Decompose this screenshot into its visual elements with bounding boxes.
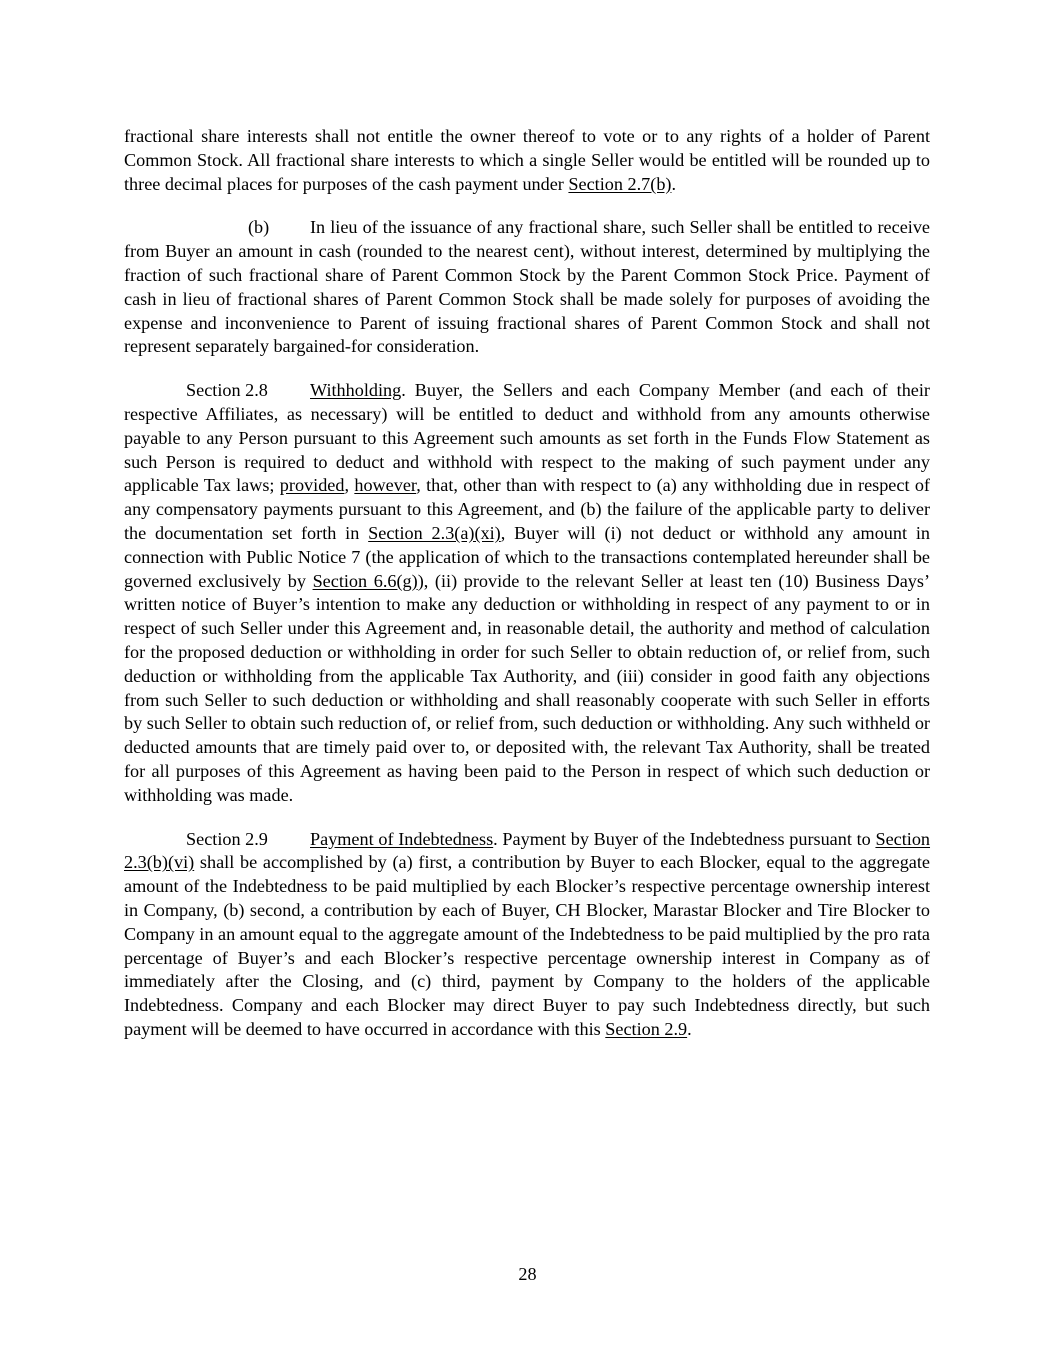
text-run: . Payment by Buyer of the Indebtedness pursuant to	[493, 828, 876, 849]
cross-reference-section-6-6-g: Section 6.6(g)	[312, 570, 418, 591]
paragraph-b-cash-in-lieu	[124, 216, 930, 359]
paragraph-label-b: (b)	[248, 217, 270, 238]
text-run: shall be accomplished by (a) first, a contribution by Buyer to each Blocker, equal to the aggregate amount of the Indebtedness to be paid multiplied by each Blocker’s respective percentage ownership interest in Company, (b) second, a contribution by each of Buyer, CH Blocker, Marastar Blocker and Tire Blocker to Company in an amount equal to the aggregate amount of the Indebtedness to be paid multiplied by the pro rata percentage of Buyer’s and each Blocker’s respective percentage ownership interest in Company as of immediately after the Closing, and (c) third, payment by Company to the holders of the applicable Indebtedness. Company and each Blocker may direct Buyer to pay such Indebtedness directly, but such payment will be deemed to have occurred in accordance with this	[124, 852, 930, 1039]
paragraph-section-2-9-payment-of-indebtedness	[124, 828, 930, 1042]
section-number-2-8: Section 2.8	[186, 380, 268, 401]
text-run: .	[687, 1018, 692, 1039]
text-run: ), (ii) provide to the relevant Seller at least ten (10) Business Days’ written notice of Buyer’s intention to make any deduction or withholding in respect of any payment to or in respect of such Seller under this Agreement and, in reasonable detail, the authority and method of calculation for the proposed deduction or withholding in order for such Seller to obtain reduction of, or relief from, such deduction or withholding from the applicable Tax Authority, and (iii) consider in good faith any objections from such Seller to such deduction or withholding and shall reasonably cooperate with such Seller in efforts by such Seller to obtain such reduction of, or relief from, such deduction or withholding. Any such withheld or deducted amounts that are timely paid over to, or deposited with, the relevant Tax Authority, shall be treated for all purposes of this Agreement as having been paid to the Person in respect of which such deduction or withholding was made.	[124, 570, 930, 805]
cross-reference-section-2-9: Section 2.9	[605, 1018, 688, 1039]
document-page	[124, 125, 930, 1062]
text-run: .	[671, 173, 677, 194]
text-run: , Buyer will (i) not deduct or withhold any amount in connection with Public Notice 7 (the application of which to the transactions contemplated hereunder shall be governed exclusively by	[124, 522, 931, 591]
section-heading-payment-of-indebtedness: Payment of Indebtedness	[310, 828, 494, 849]
text-run: . Buyer, the Sellers and each Company Member (and each of their respective Affiliates, as necessary) will be entitled to deduct and withhold from any amounts otherwise payable to any Person pursuant to this Agreement such amounts as set forth in the Funds Flow Statement as such Person is required to deduct and withhold with respect to the making of such payment under any applicable Tax laws;	[124, 380, 930, 496]
text-run: ,	[344, 475, 355, 496]
text-run: In lieu of the issuance of any fractional share, such Seller shall be entitled to receive from Buyer an amount in cash (rounded to the nearest cent), without interest, determined by multiplying the fraction of such fractional share of Parent Common Stock by the Parent Common Stock Price. Payment of cash in lieu of fractional shares of Parent Common Stock shall be made solely for purposes of avoiding the expense and inconvenience to Parent of issuing fractional shares of Parent Common Stock and shall not represent separately bargained-for consideration.	[124, 217, 930, 357]
cross-reference-section-2-3-b-vi: Section 2.3(b)(vi)	[124, 828, 931, 873]
cross-reference-section-2-7-b: Section 2.7(b)	[568, 173, 672, 194]
page-number: 28	[518, 1264, 537, 1284]
paragraph-fractional-share-continued	[124, 125, 930, 196]
section-heading-withholding: Withholding	[310, 380, 402, 401]
text-run: , that, other than with respect to (a) any withholding due in respect of any compensatory payments pursuant to this Agreement, and (b) the failure of the applicable party to deliver the documentation set forth in	[124, 475, 930, 543]
paragraph-section-2-8-withholding	[124, 379, 930, 807]
cross-reference-section-2-3-a-xi: Section 2.3(a)(xi)	[368, 522, 501, 543]
term-provided: provided	[279, 475, 345, 496]
section-number-2-9: Section 2.9	[186, 828, 268, 849]
term-however: however	[354, 475, 417, 496]
text-run: fractional share interests shall not entitle the owner thereof to vote or to any rights of a holder of Parent Common Stock. All fractional share interests to which a single Seller would be entitled will be rounded up to three decimal places for purposes of the cash payment under	[124, 126, 930, 194]
